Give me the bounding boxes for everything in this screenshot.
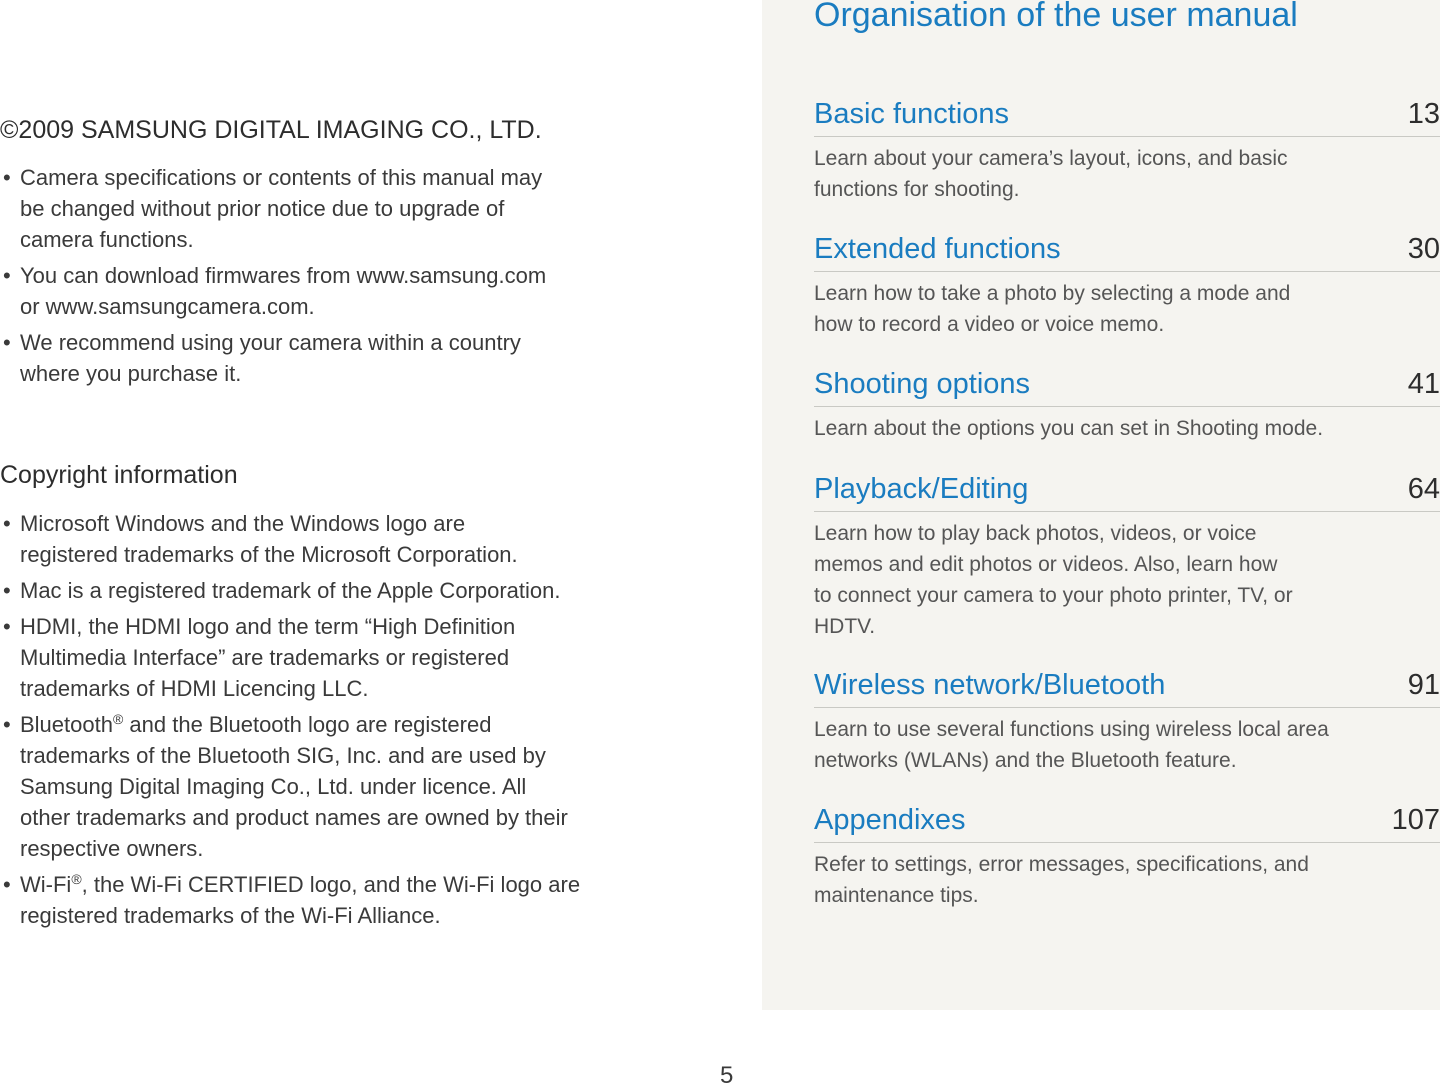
copyright-text: HDMI, the HDMI logo and the term “High Definition — [20, 614, 516, 639]
toc-entry-description-line: Refer to settings, error messages, specifications, and — [814, 853, 1309, 876]
copyright-item — [0, 508, 640, 570]
toc-entry-header — [814, 231, 1440, 272]
toc-entry-page-number: 91 — [1407, 669, 1440, 701]
toc-entry-page-number: 107 — [1391, 804, 1440, 836]
copyright-information-heading: Copyright information — [0, 461, 238, 489]
note-item — [0, 260, 640, 322]
note-text: We recommend using your camera within a country — [20, 330, 521, 355]
bullet-icon: • — [3, 712, 11, 737]
note-text: camera functions. — [20, 227, 194, 252]
toc-entry[interactable] — [814, 231, 1440, 340]
toc-entry[interactable] — [814, 366, 1440, 444]
copyright-text: trademarks of HDMI Licencing LLC. — [20, 676, 369, 701]
toc-entry-header — [814, 802, 1440, 843]
toc-entry-title[interactable]: Appendixes — [814, 804, 966, 836]
toc-title: Organisation of the user manual — [814, 0, 1298, 34]
toc-entry-description — [814, 278, 1374, 340]
notes-list — [0, 162, 640, 394]
toc-entry-description-line: how to record a video or voice memo. — [814, 313, 1165, 336]
note-text: Camera specifications or contents of this manual may — [20, 165, 543, 190]
toc-entry-description — [814, 413, 1374, 444]
page-number: 5 — [720, 1062, 734, 1088]
copyright-item — [0, 709, 640, 864]
toc-entry-description-line: functions for shooting. — [814, 178, 1020, 201]
toc-entry[interactable] — [814, 96, 1440, 205]
toc-entry-description — [814, 143, 1374, 205]
toc-entry-description-line: to connect your camera to your photo printer, TV, or — [814, 584, 1293, 607]
toc-entry-description-line: memos and edit photos or videos. Also, learn how — [814, 553, 1278, 576]
toc-entry-description-line: Learn about your camera’s layout, icons, and basic — [814, 147, 1288, 170]
copyright-text: other trademarks and product names are owned by their — [20, 805, 568, 830]
copyright-item — [0, 575, 640, 606]
bullet-icon: • — [3, 872, 11, 897]
toc-entry-description-line: Learn how to play back photos, videos, or voice — [814, 522, 1257, 545]
toc-entry-description-line: networks (WLANs) and the Bluetooth feature. — [814, 749, 1237, 772]
toc-entry-description — [814, 518, 1374, 642]
toc-entry-description-line: maintenance tips. — [814, 884, 979, 907]
copyright-text: Bluetooth® and the Bluetooth logo are registered — [20, 711, 492, 737]
toc-entry-title[interactable]: Extended functions — [814, 233, 1061, 265]
toc-entry-description — [814, 849, 1374, 911]
bullet-icon: • — [3, 511, 11, 536]
bullet-icon: • — [3, 165, 11, 190]
toc-panel — [762, 0, 1440, 1010]
toc-entry-header — [814, 96, 1440, 137]
toc-entry-header — [814, 366, 1440, 407]
toc-entry-title[interactable]: Shooting options — [814, 368, 1031, 400]
toc-entry-description-line: HDTV. — [814, 615, 876, 638]
toc-entry-header — [814, 471, 1440, 512]
bullet-icon: • — [3, 578, 11, 603]
toc-entry[interactable] — [814, 471, 1440, 642]
copyright-text: Mac is a registered trademark of the Apple Corporation. — [20, 578, 561, 603]
note-text: You can download firmwares from www.samsung.com — [20, 263, 547, 288]
note-item — [0, 327, 640, 389]
note-text: be changed without prior notice due to upgrade of — [20, 196, 505, 221]
toc-entry-description-line: Learn how to take a photo by selecting a mode and — [814, 282, 1291, 305]
toc-entry-title[interactable]: Basic functions — [814, 98, 1010, 130]
toc-entry-page-number: 13 — [1407, 98, 1440, 130]
bullet-icon: • — [3, 330, 11, 355]
bullet-icon: • — [3, 614, 11, 639]
toc-entry[interactable] — [814, 802, 1440, 911]
toc-entry-page-number: 64 — [1407, 473, 1440, 505]
toc-entry-header — [814, 667, 1440, 708]
toc-entry-title[interactable]: Wireless network/Bluetooth — [814, 669, 1166, 701]
copyright-text: registered trademarks of the Microsoft Corporation. — [20, 542, 518, 567]
copyright-item — [0, 869, 640, 931]
toc-entry-description-line: Learn to use several functions using wireless local area — [814, 718, 1329, 741]
copyright-text: respective owners. — [20, 836, 204, 861]
note-item — [0, 162, 640, 255]
copyright-text: Wi-Fi®, the Wi-Fi CERTIFIED logo, and the Wi-Fi logo are — [20, 871, 581, 897]
copyright-list — [0, 508, 640, 936]
bullet-icon: • — [3, 263, 11, 288]
toc-entry-description-line: Learn about the options you can set in Shooting mode. — [814, 417, 1324, 440]
copyright-text: Microsoft Windows and the Windows logo are — [20, 511, 466, 536]
note-text: or www.samsungcamera.com. — [20, 294, 315, 319]
toc-entry-title[interactable]: Playback/Editing — [814, 473, 1029, 505]
toc-entry-page-number: 41 — [1407, 368, 1440, 400]
copyright-text: Samsung Digital Imaging Co., Ltd. under licence. All — [20, 774, 527, 799]
copyright-text: registered trademarks of the Wi-Fi Alliance. — [20, 903, 441, 928]
toc-entry-page-number: 30 — [1407, 233, 1440, 265]
toc-entry-description — [814, 714, 1374, 776]
copyright-heading: ©2009 SAMSUNG DIGITAL IMAGING CO., LTD. — [0, 116, 542, 144]
toc-entry[interactable] — [814, 667, 1440, 776]
copyright-text: trademarks of the Bluetooth SIG, Inc. and are used by — [20, 743, 546, 768]
note-text: where you purchase it. — [20, 361, 242, 386]
copyright-text: Multimedia Interface” are trademarks or registered — [20, 645, 510, 670]
copyright-item — [0, 611, 640, 704]
